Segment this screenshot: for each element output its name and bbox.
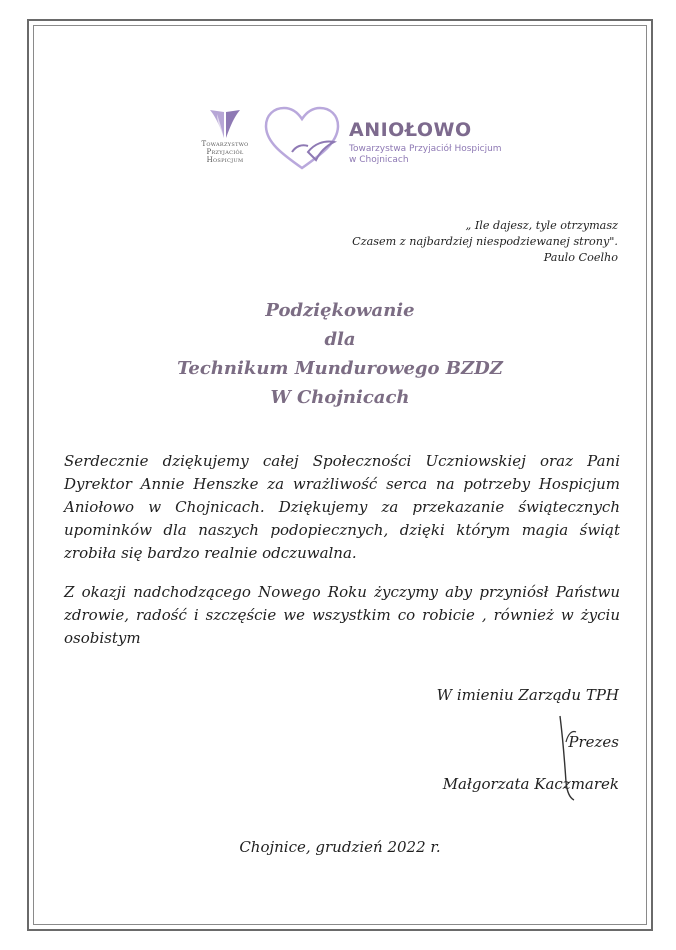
body-paragraph-1: Serdecznie dziękujemy całej Społeczności Uczniowskiej oraz Pani Dyrektor Annie Henszke za wrażliwość serca na potrzeby Hospicjum Aniołowo w Chojnicach. Dziękujemy za przekazanie świątecznych upominków dla naszych podopiecznych, dzięki którym magia świąt zrobiła się bardzo realnie odczuwalna. (64, 452, 620, 562)
quote-author: Paulo Coelho (543, 251, 618, 264)
wings-logo-icon (207, 108, 243, 140)
title-line-2: dla (324, 329, 356, 350)
on-behalf-line: W imieniu Zarządu TPH (436, 686, 619, 704)
signer-role: Prezes (568, 733, 619, 751)
aniolowo-logo (262, 104, 512, 174)
handwritten-signature-icon (540, 712, 600, 802)
place-and-date: Chojnice, grudzień 2022 r. (239, 838, 441, 856)
quote-line-1: „ Ile dajesz, tyle otrzymasz (465, 219, 618, 232)
brand-sub-line-2: w Chojnicach (349, 155, 409, 165)
title-line-1: Podziękowanie (265, 300, 415, 321)
heart-angel-icon (262, 104, 342, 174)
title-line-3: Technikum Mundurowego BZDZ (177, 358, 503, 379)
document-title (60, 296, 620, 412)
tph-org-line-1: Towarzystwo (201, 140, 249, 148)
title-line-4: W Chojnicach (270, 387, 410, 408)
signer-name: Małgorzata Kaczmarek (442, 775, 619, 793)
quote-line-2: Czasem z najbardziej niespodziewanej strony". (352, 235, 618, 248)
body-paragraph-2: Z okazji nadchodzącego Nowego Roku życzymy aby przyniósł Państwu zdrowie, radość i szczęście we wszystkim co robicie , również w życiu osobistym (64, 583, 620, 647)
letter-body (64, 450, 620, 666)
brand-sub-line-1: Towarzystwa Przyjaciół Hospicjum (349, 144, 502, 154)
epigraph-quote (352, 218, 618, 266)
tph-logo (190, 108, 260, 164)
tph-org-line-2: Przyjaciół (206, 148, 244, 156)
tph-org-line-3: Hospicjum (206, 156, 244, 164)
brand-name: ANIOŁOWO (349, 119, 472, 141)
